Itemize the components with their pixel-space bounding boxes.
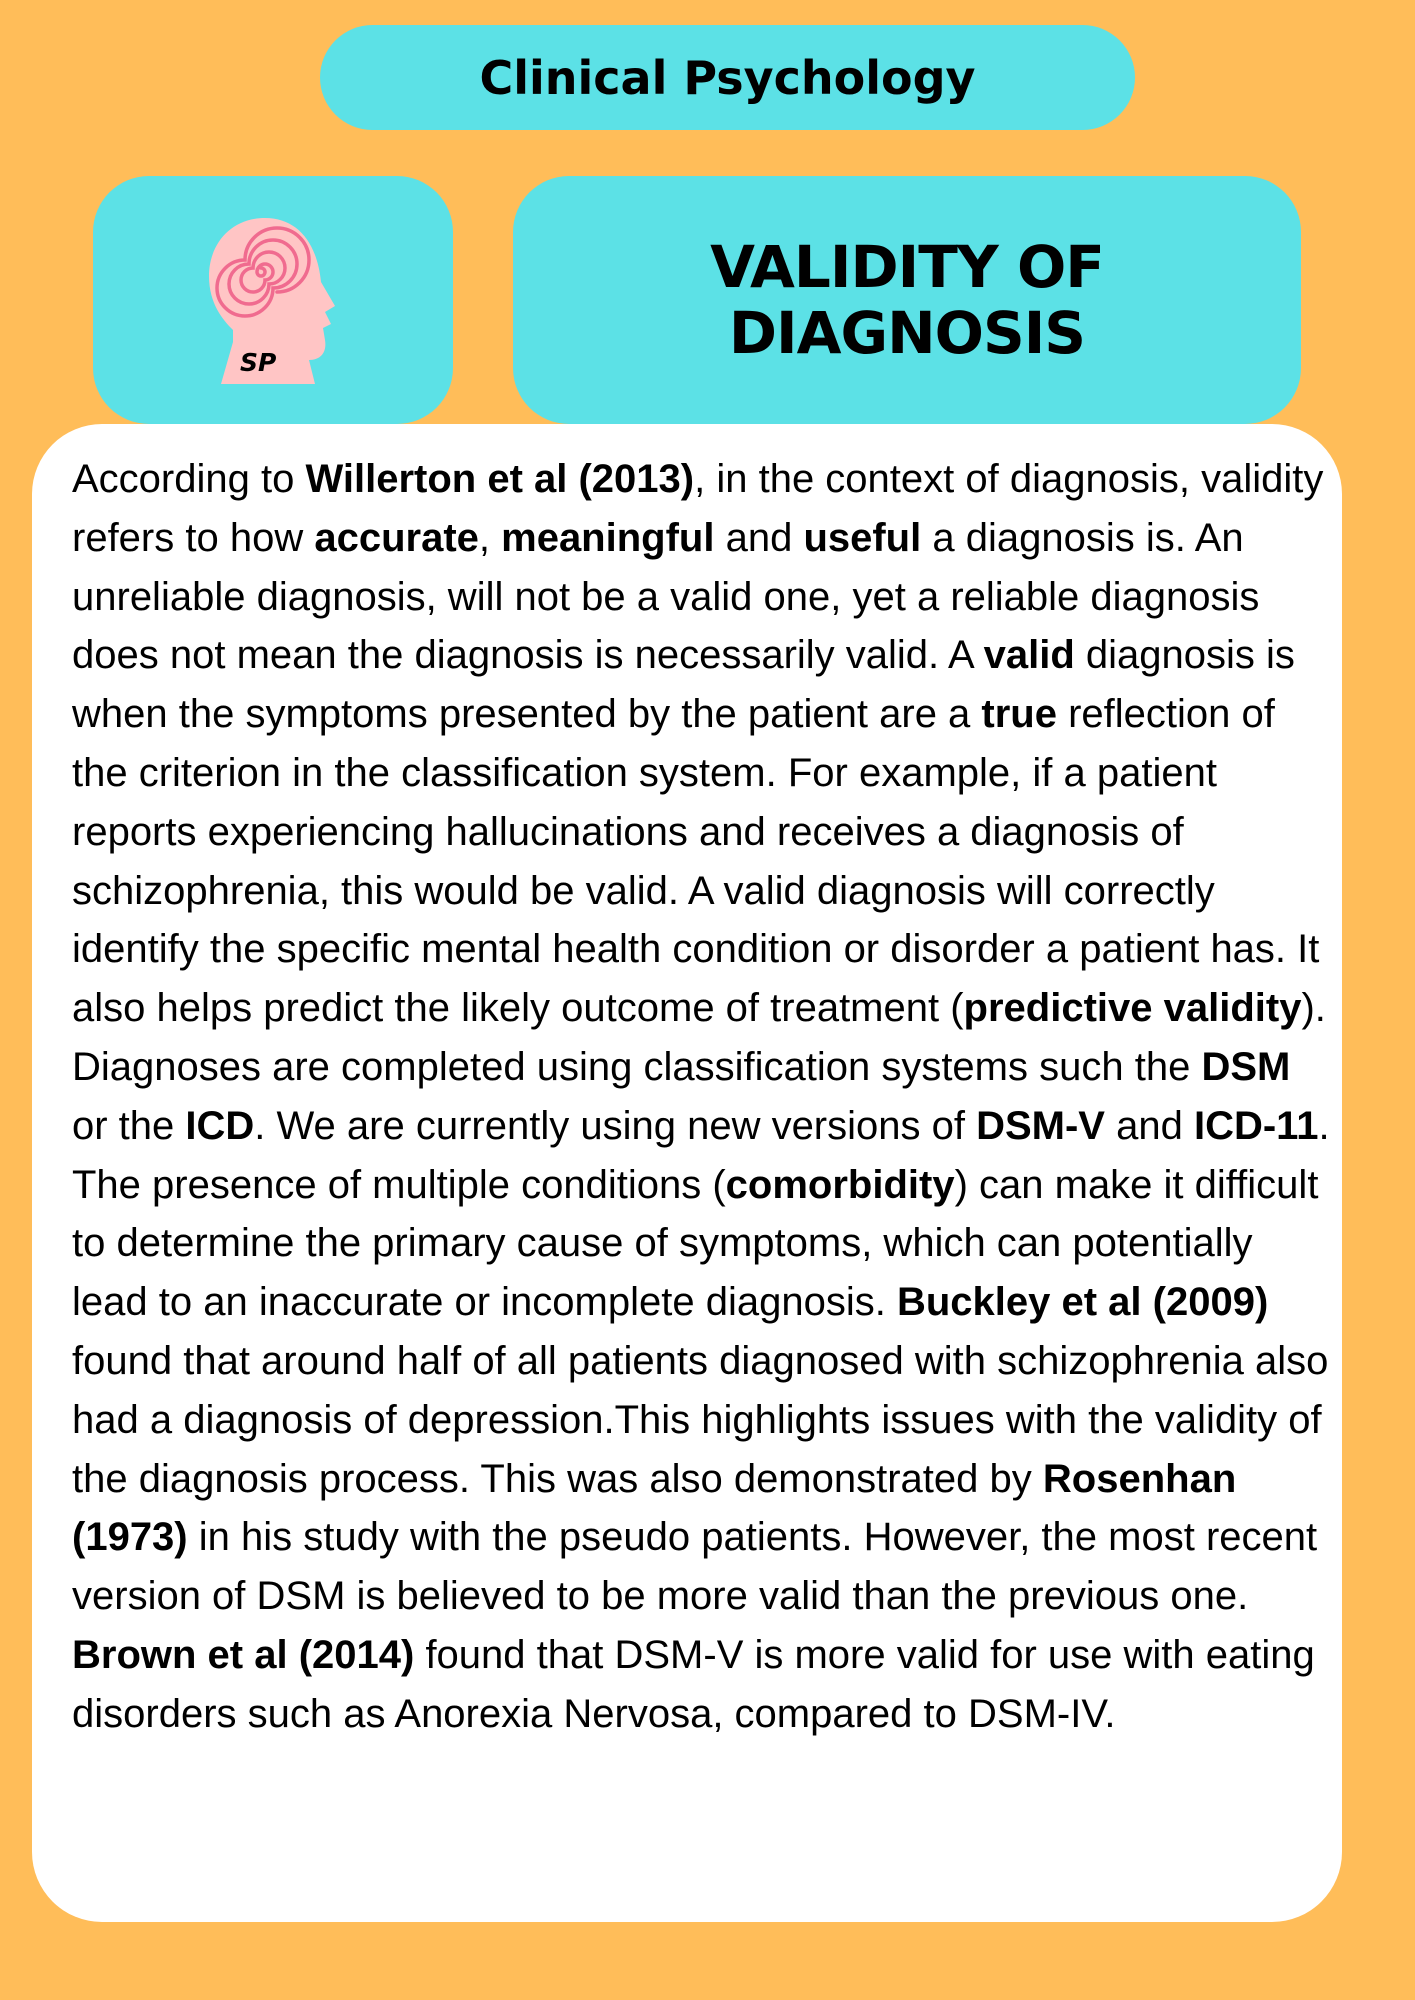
body-text-segment: and (1104, 1103, 1194, 1148)
citation: Buckley et al (2009) (896, 1280, 1269, 1325)
body-text-segment: reflection of the criterion in the classification system. For example, if a patient reports experiencing hallucinations and receives a diagnosis of schizophrenia, this would be valid. A valid diagnosis will correctly identify the specific mental health condition or disorder a patient has. It also helps predict the likely outcome of treatment ( (72, 692, 1320, 1031)
body-text-segment: or the (72, 1103, 186, 1148)
subject-title: Clinical Psychology (479, 50, 976, 105)
key-term: DSM-V (976, 1103, 1105, 1148)
body-text-segment: and (714, 515, 804, 560)
body-text-segment: According to (72, 457, 306, 501)
body-text-segment: ). Diagnoses are completed using classification systems such the (72, 986, 1326, 1089)
citation: Willerton et al (2013) (305, 457, 695, 501)
key-term: comorbidity (725, 1162, 955, 1207)
body-text-segment: found that around half of all patients diagnosed with schizophrenia also had a diagnosis of depression.This highlights issues with the validity of the diagnosis process. This was also demonstrated by (72, 1338, 1329, 1501)
body-text-segment: . We are currently using new versions of (254, 1103, 977, 1148)
citation: Brown et al (2014) (72, 1632, 415, 1677)
key-term: ICD (185, 1103, 255, 1148)
key-term: true (981, 692, 1057, 737)
citation: Rosenhan (1973) (72, 1456, 1237, 1560)
key-term: DSM (1201, 1044, 1291, 1089)
body-text-segment: a diagnosis is. An unreliable diagnosis, will not be a valid one, yet a reliable diagnosis does not mean the diagnosis is necessarily valid. A (72, 515, 1260, 678)
logo-card (93, 176, 453, 424)
subject-header (320, 25, 1135, 130)
logo-initials: SP (240, 348, 277, 377)
key-term: accurate (314, 515, 479, 560)
body-paragraph (72, 450, 1334, 1744)
body-text-segment: , (478, 515, 502, 560)
body-text-segment: ) can make it difficult to determine the primary cause of symptoms, which can potentially lead to an inaccurate or incomplete diagnosis. (72, 1162, 1319, 1325)
head-spiral-icon (203, 212, 343, 392)
page-title: VALIDITY OF DIAGNOSIS (710, 233, 1104, 367)
key-term: useful (803, 515, 922, 560)
body-text-segment: diagnosis is when the symptoms presented by the patient are a (72, 633, 1295, 737)
title-card (513, 176, 1301, 424)
key-term: ICD-11 (1193, 1103, 1319, 1148)
content-card (32, 424, 1342, 1922)
body-text-segment: found that DSM-V is more valid for use with eating disorders such as Anorexia Nervosa, compared to DSM-IV. (72, 1632, 1315, 1736)
key-term: predictive validity (963, 986, 1302, 1031)
body-text-segment: . The presence of multiple conditions ( (72, 1103, 1330, 1207)
body-text-segment: in his study with the pseudo patients. However, the most recent version of DSM is believed to be more valid than the previous one. (72, 1515, 1318, 1619)
body-text-segment: , in the context of diagnosis, validity refers to how (72, 457, 1324, 560)
key-term: meaningful (501, 515, 715, 560)
key-term: valid (983, 633, 1075, 678)
